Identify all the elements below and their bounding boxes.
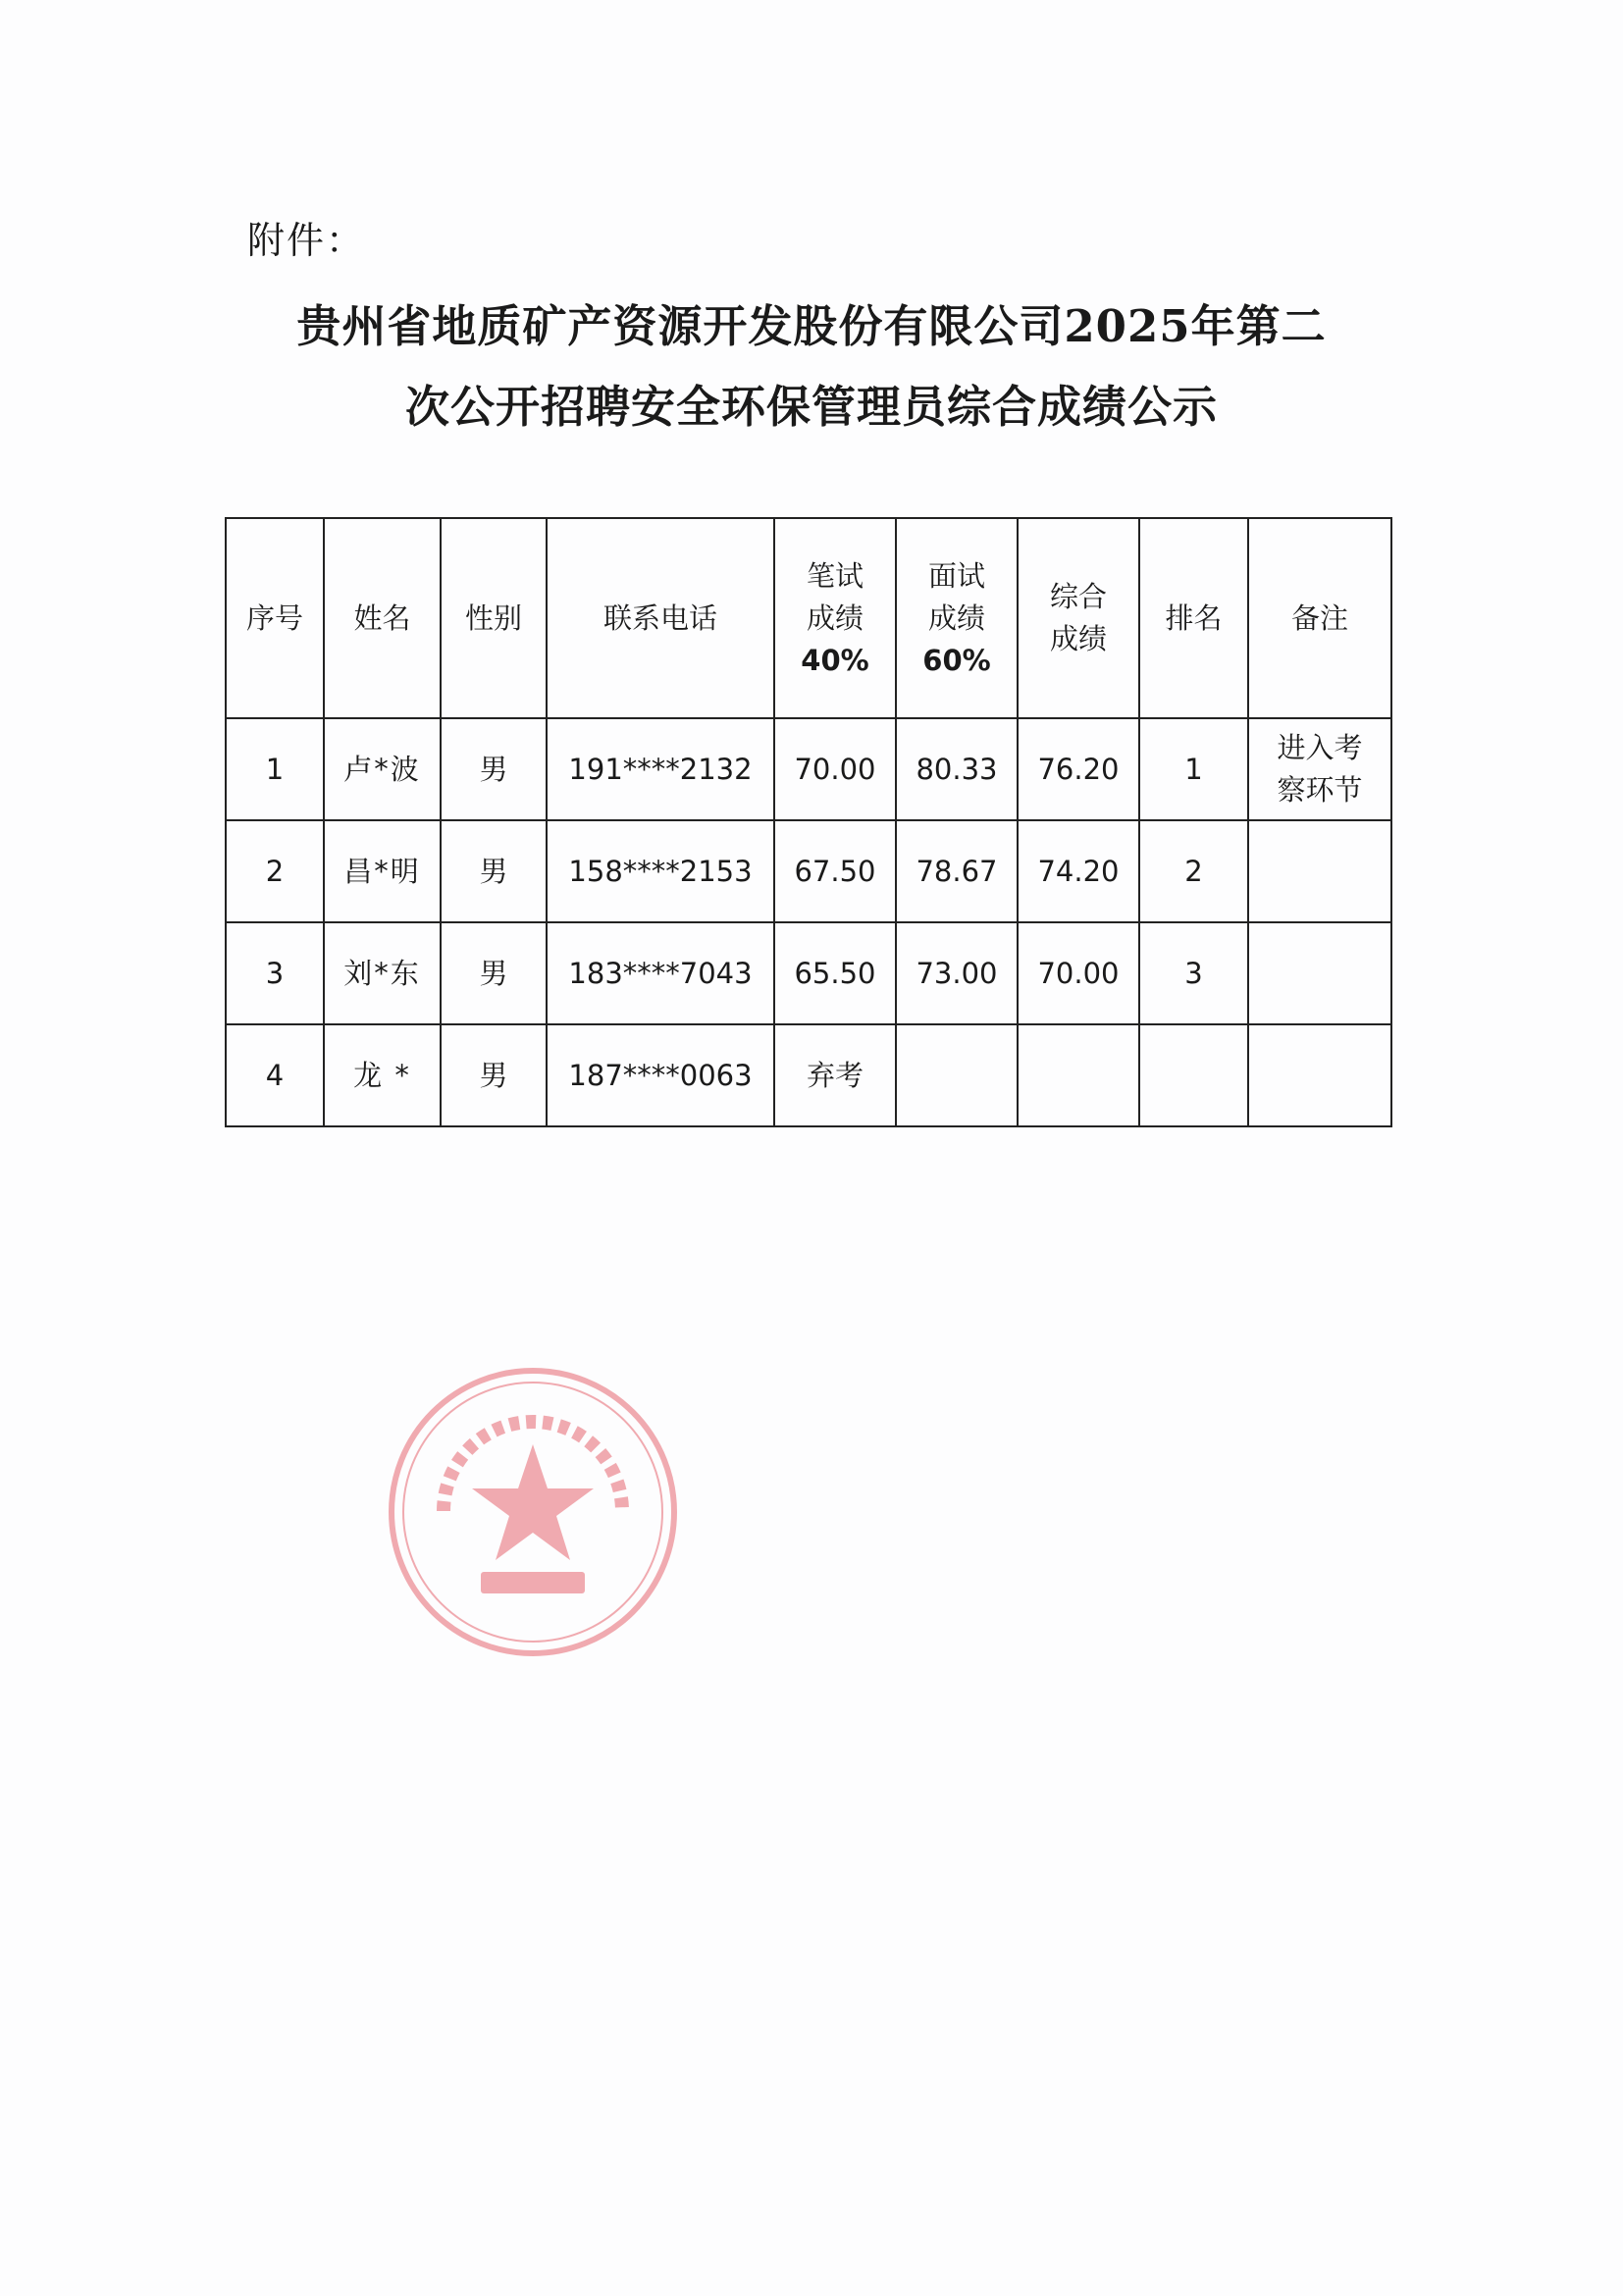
cell-total: 74.20	[1018, 820, 1139, 922]
cell-remarks	[1248, 718, 1391, 820]
cell-rank: 1	[1139, 718, 1248, 820]
cell-gender: 男	[441, 922, 547, 1024]
header-written-pct: 40%	[801, 643, 869, 677]
cell-name: 刘*东	[324, 922, 441, 1024]
remark-line1: 进入考	[1277, 731, 1363, 764]
cell-rank: 2	[1139, 820, 1248, 922]
table-row	[226, 922, 1391, 1024]
cell-phone: 187****0063	[547, 1024, 774, 1126]
cell-rank	[1139, 1024, 1248, 1126]
header-rank: 排名	[1139, 518, 1248, 718]
company-seal-stamp	[385, 1364, 681, 1660]
seal-star-icon	[472, 1444, 594, 1560]
header-remarks: 备注	[1248, 518, 1391, 718]
cell-interview: 80.33	[896, 718, 1018, 820]
header-total-line1: 综合	[1049, 580, 1107, 613]
header-gender: 性别	[441, 518, 547, 718]
cell-seq: 4	[226, 1024, 324, 1126]
cell-rank: 3	[1139, 922, 1248, 1024]
cell-seq: 3	[226, 922, 324, 1024]
cell-gender: 男	[441, 718, 547, 820]
header-interview-line2: 成绩	[927, 600, 985, 635]
cell-total: 70.00	[1018, 922, 1139, 1024]
cell-name: 龙 *	[324, 1024, 441, 1126]
attachment-label: 附件：	[247, 219, 366, 262]
cell-gender: 男	[441, 1024, 547, 1126]
cell-phone: 191****2132	[547, 718, 774, 820]
table-row	[226, 718, 1391, 820]
header-interview-line1: 面试	[927, 558, 985, 593]
cell-written: 65.50	[774, 922, 896, 1024]
cell-remarks	[1248, 1024, 1391, 1126]
cell-remarks	[1248, 922, 1391, 1024]
results-table	[225, 517, 1392, 1127]
cell-written: 弃考	[774, 1024, 896, 1126]
cell-written: 67.50	[774, 820, 896, 922]
cell-written: 70.00	[774, 718, 896, 820]
cell-phone: 183****7043	[547, 922, 774, 1024]
table-header-row	[226, 518, 1391, 718]
cell-phone: 158****2153	[547, 820, 774, 922]
cell-name: 卢*波	[324, 718, 441, 820]
header-phone: 联系电话	[547, 518, 774, 718]
cell-gender: 男	[441, 820, 547, 922]
document-title-line1: 贵州省地质矿产资源开发股份有限公司2025年第二	[296, 300, 1327, 352]
cell-total: 76.20	[1018, 718, 1139, 820]
cell-seq: 1	[226, 718, 324, 820]
header-written-score	[774, 518, 896, 718]
cell-total	[1018, 1024, 1139, 1126]
cell-remarks	[1248, 820, 1391, 922]
header-written-line2: 成绩	[806, 600, 864, 635]
header-written-line1: 笔试	[806, 558, 864, 593]
header-interview-pct: 60%	[922, 643, 991, 677]
cell-name: 昌*明	[324, 820, 441, 922]
table-row	[226, 1024, 1391, 1126]
table-row	[226, 820, 1391, 922]
remark-line2: 察环节	[1277, 773, 1363, 807]
header-total-score	[1018, 518, 1139, 718]
header-seq: 序号	[226, 518, 324, 718]
header-total-line2: 成绩	[1049, 622, 1107, 655]
seal-bottom-band	[481, 1572, 585, 1593]
header-interview-score	[896, 518, 1018, 718]
cell-interview: 73.00	[896, 922, 1018, 1024]
document-title-line2: 次公开招聘安全环保管理员综合成绩公示	[404, 381, 1218, 433]
cell-interview	[896, 1024, 1018, 1126]
cell-seq: 2	[226, 820, 324, 922]
cell-interview: 78.67	[896, 820, 1018, 922]
header-name: 姓名	[324, 518, 441, 718]
